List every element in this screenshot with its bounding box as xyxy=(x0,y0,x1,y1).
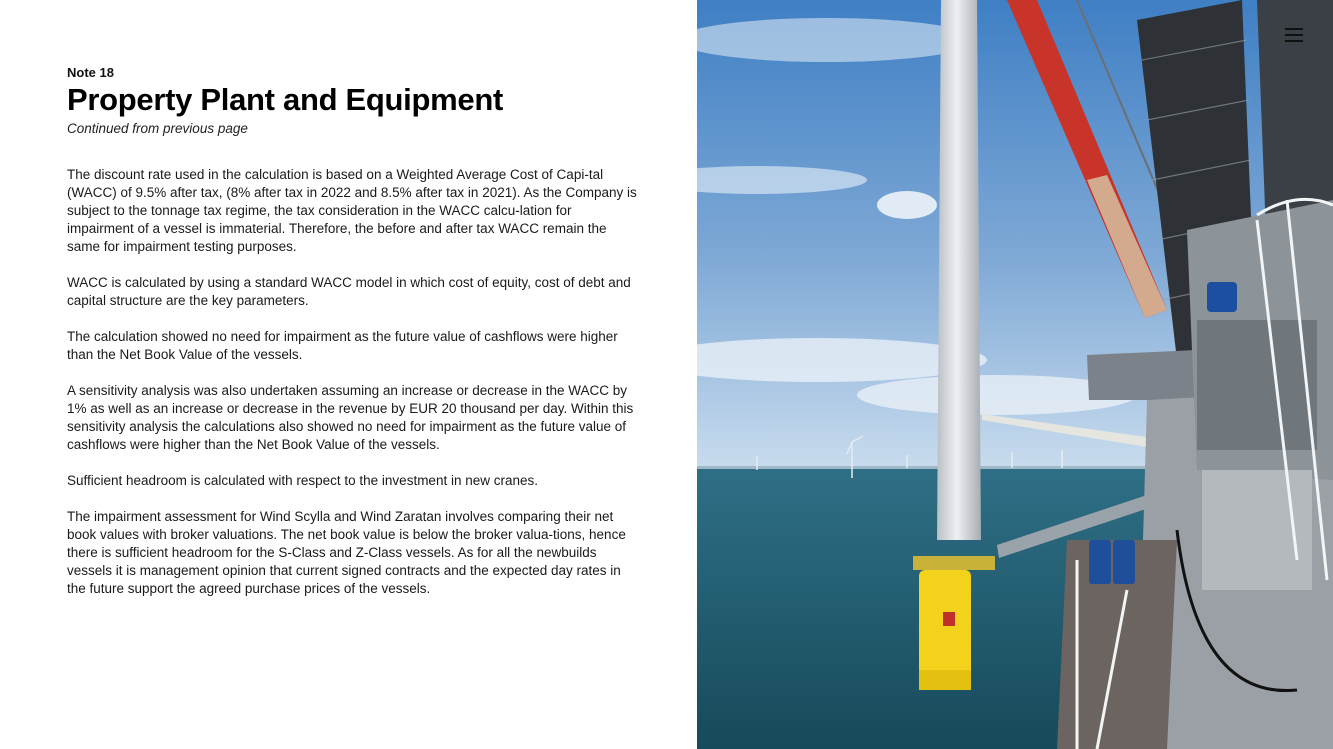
menu-bar xyxy=(1285,40,1303,42)
paragraph-no-impairment: The calculation showed no need for impairment as the future value of cashflows were higher than the Net Book Value of the vessels. xyxy=(67,329,618,362)
paragraph-sensitivity: A sensitivity analysis was also undertaken assuming an increase or decrease in the WACC by 1% as well as an increase or decrease in the revenue by EUR 20 thousand per day. Within this sensitivity analysis the calculations also showed no need for impairment as the future value of cashflows were higher than the Net Book Value of the vessels. xyxy=(67,383,634,452)
photo-illustration xyxy=(697,0,1333,749)
page-title: Property Plant and Equipment xyxy=(67,82,503,117)
paragraph-wacc-model: WACC is calculated by using a standard WACC model in which cost of equity, cost of debt and capital structure are the key parameters. xyxy=(67,275,631,308)
note-number: Note 18 xyxy=(67,65,114,80)
paragraph-broker-valuations: The impairment assessment for Wind Scylla and Wind Zaratan involves comparing their net book values with broker valuations. The net book value is below the broker valua-tions, hence there is sufficient headroom for the S-Class and Z-Class vessels. As for all the newbuilds vessels it is management opinion that current signed contracts and the expected day rates in the future support the agreed purchase prices of the vessels. xyxy=(67,509,626,596)
menu-bar xyxy=(1285,28,1303,30)
paragraph-headroom: Sufficient headroom is calculated with respect to the investment in new cranes. xyxy=(67,473,538,488)
hamburger-menu-icon[interactable] xyxy=(1283,24,1309,46)
menu-bar xyxy=(1285,34,1303,36)
body-text xyxy=(67,166,637,616)
offshore-wind-photo xyxy=(697,0,1333,749)
paragraph-discount-rate: The discount rate used in the calculation is based on a Weighted Average Cost of Capi-tal (WACC) of 9.5% after tax, (8% after tax in 2022 and 8.5% after tax in 2021). As the Company is subject to the tonnage tax regime, the tax consideration in the WACC calcu-lation for impairment of a vessel is immaterial. Therefore, the before and after tax WACC remain the same for impairment testing purposes. xyxy=(67,167,637,254)
continued-note: Continued from previous page xyxy=(67,121,248,136)
